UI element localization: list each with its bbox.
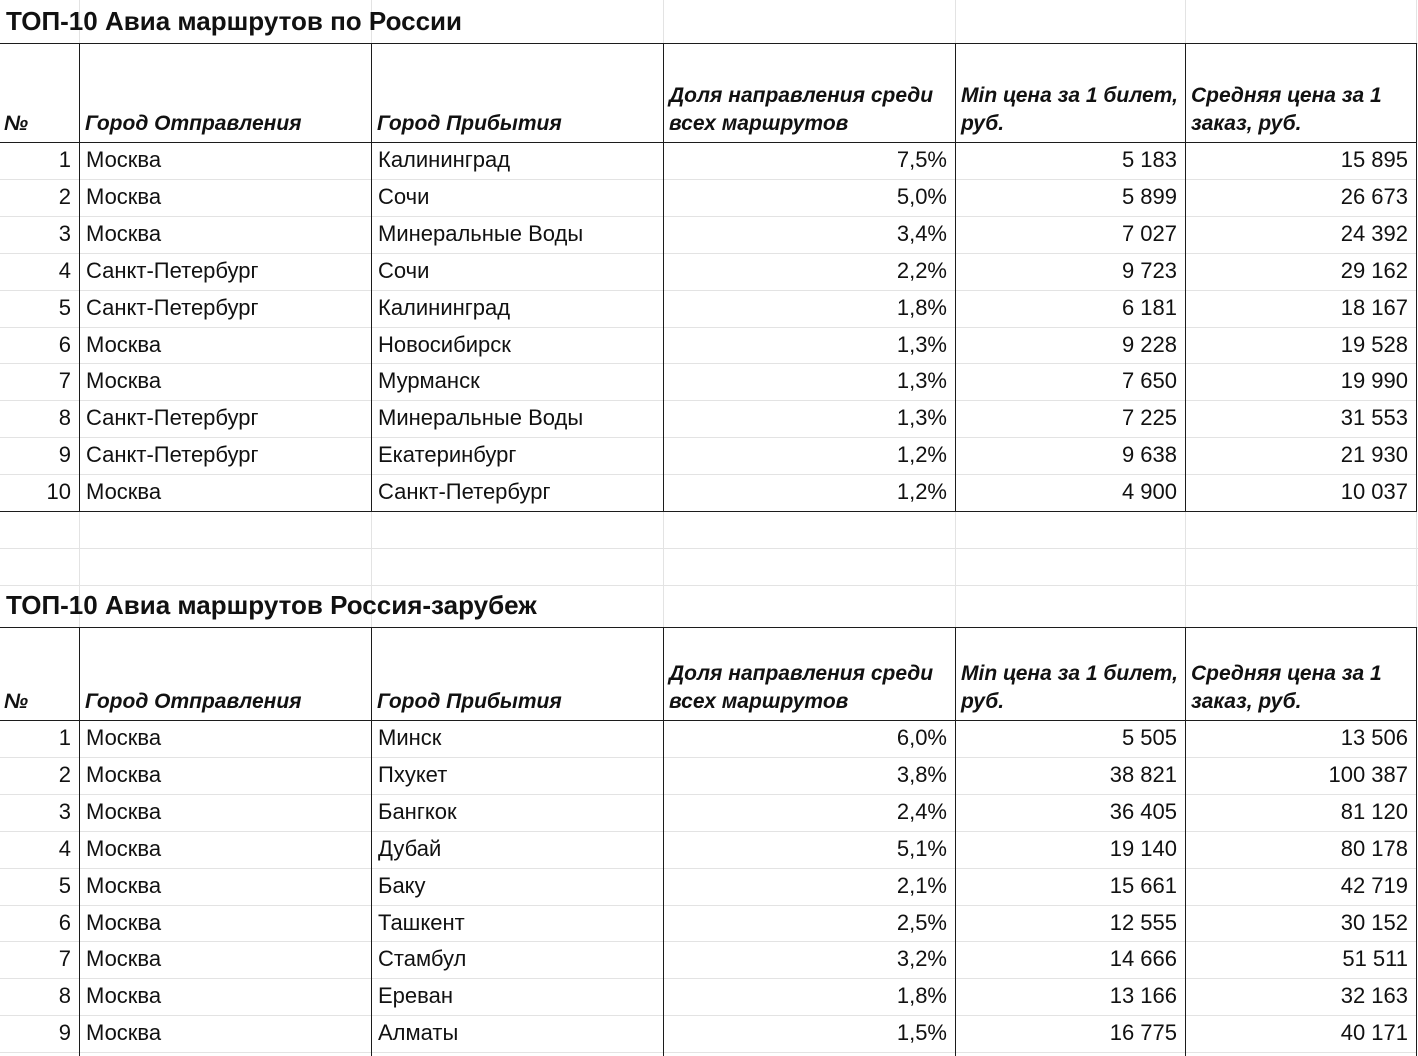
table2-avg-price: 40 171 xyxy=(1340,1021,1408,1046)
table2-min-price: 16 775 xyxy=(1109,1021,1177,1046)
table1-row-number: 9 xyxy=(58,443,71,468)
table2-arrival-city: Алматы xyxy=(378,1021,459,1046)
table2-row-number: 6 xyxy=(58,910,71,935)
table1-min-price: 5 183 xyxy=(1121,148,1177,172)
table1-row-number: 6 xyxy=(58,332,71,357)
table1-row-number: 10 xyxy=(46,480,71,505)
table2-row-number: 5 xyxy=(58,873,71,898)
table1-header-route-share xyxy=(663,43,955,142)
table1-departure-city: Москва xyxy=(86,184,162,209)
table2-arrival-city: Ташкент xyxy=(378,910,465,935)
table2-departure-city: Москва xyxy=(86,947,162,972)
grid-line-v xyxy=(1416,548,1417,585)
table2-row-number: 7 xyxy=(58,947,71,972)
table2-route-share: 2,1% xyxy=(896,873,947,898)
grid-line-v xyxy=(663,548,664,585)
table1-column-border xyxy=(371,43,372,511)
grid-line-v xyxy=(955,511,956,548)
table2-column-border xyxy=(371,627,372,1056)
grid-line-h xyxy=(0,548,1418,549)
table1-route-share: 1,3% xyxy=(896,369,947,394)
table2-column-border xyxy=(1185,627,1186,1056)
table2-avg-price: 13 506 xyxy=(1340,726,1408,750)
grid-line-v xyxy=(1416,585,1417,627)
table2-arrival-city: Бангкок xyxy=(378,799,457,824)
table2-row-number: 1 xyxy=(58,726,71,750)
table2-header-number xyxy=(0,627,79,720)
table2-row-number: 2 xyxy=(58,762,71,787)
table2-row-divider xyxy=(0,794,1416,795)
table2-header-route-share xyxy=(663,627,955,720)
table1-departure-city: Москва xyxy=(86,369,162,394)
grid-line-v xyxy=(1185,511,1186,548)
table1-departure-city: Москва xyxy=(86,332,162,357)
table1-arrival-city: Сочи xyxy=(378,258,430,283)
table1-min-price: 9 723 xyxy=(1121,258,1177,283)
table1-arrival-city: Калининград xyxy=(378,148,511,172)
table2-header-avg-price xyxy=(1185,627,1416,720)
table1-route-share: 1,3% xyxy=(896,332,947,357)
table2-top-border xyxy=(0,627,1417,628)
table1-row-divider xyxy=(0,179,1416,180)
table1-header-min-price-label: Min цена за 1 билет, руб. xyxy=(961,84,1178,135)
table1-avg-price: 19 990 xyxy=(1340,369,1408,394)
table1-arrival-city: Новосибирск xyxy=(378,332,511,357)
table1-row-divider xyxy=(0,474,1416,475)
table1-arrival-city: Санкт-Петербург xyxy=(378,480,551,505)
table2-departure-city: Москва xyxy=(86,726,162,750)
grid-line-v xyxy=(1416,0,1417,43)
table1-avg-price: 10 037 xyxy=(1340,480,1408,505)
table1-header-avg-price xyxy=(1185,43,1416,142)
table2-arrival-city: Ереван xyxy=(378,984,453,1009)
table1-header-number-label: № xyxy=(4,112,29,135)
table1-row-divider xyxy=(0,216,1416,217)
table2-arrival-city: Минск xyxy=(378,726,442,750)
table2-avg-price: 100 387 xyxy=(1328,762,1408,787)
table2-departure-city: Москва xyxy=(86,799,162,824)
table1-avg-price: 15 895 xyxy=(1340,148,1408,172)
table1-route-share: 3,4% xyxy=(896,221,947,246)
table1-row-divider xyxy=(0,437,1416,438)
table2-header-min-price xyxy=(955,627,1185,720)
table1-route-share: 1,2% xyxy=(896,480,947,505)
table2-min-price: 13 166 xyxy=(1109,984,1177,1009)
table2-row-divider xyxy=(0,941,1416,942)
table2-avg-price: 32 163 xyxy=(1340,984,1408,1009)
table1-departure-city: Москва xyxy=(86,148,162,172)
table1-row-divider xyxy=(0,327,1416,328)
table1-arrival-city: Екатеринбург xyxy=(378,443,517,468)
table2-header-avg-price-label: Средняя цена за 1 заказ, руб. xyxy=(1191,662,1382,713)
table2-header-route-share-label: Доля направления среди всех маршрутов xyxy=(669,662,934,713)
table1-avg-price: 26 673 xyxy=(1340,184,1408,209)
grid-line-v xyxy=(955,548,956,585)
table2-avg-price: 42 719 xyxy=(1340,873,1408,898)
table2-row-divider xyxy=(0,757,1416,758)
table2-route-share: 5,1% xyxy=(896,836,947,861)
table2-avg-price: 81 120 xyxy=(1340,799,1408,824)
table2-column-border xyxy=(663,627,664,1056)
table2-avg-price: 30 152 xyxy=(1340,910,1408,935)
table2-header-arrival-city-label: Город Прибытия xyxy=(377,690,562,713)
table2-min-price: 19 140 xyxy=(1109,836,1177,861)
table1-arrival-city: Калининград xyxy=(378,295,511,320)
table1-header-number xyxy=(0,43,79,142)
table1-min-price: 7 225 xyxy=(1121,406,1177,431)
table2-min-price: 15 661 xyxy=(1109,873,1177,898)
table2-avg-price: 80 178 xyxy=(1340,836,1408,861)
table1-min-price: 7 027 xyxy=(1121,221,1177,246)
table1-header-min-price xyxy=(955,43,1185,142)
grid-line-v xyxy=(955,0,956,43)
table2-departure-city: Москва xyxy=(86,984,162,1009)
table1-departure-city: Санкт-Петербург xyxy=(86,443,259,468)
table2-departure-city: Москва xyxy=(86,1021,162,1046)
grid-line-v xyxy=(79,511,80,548)
table2-arrival-city: Пхукет xyxy=(378,762,448,787)
table1-row-number: 8 xyxy=(58,406,71,431)
table2-row-number: 9 xyxy=(58,1021,71,1046)
table1-header-departure-city-label: Город Отправления xyxy=(85,112,302,135)
table2-row-divider xyxy=(0,978,1416,979)
grid-line-h xyxy=(0,585,1418,586)
table2-departure-city: Москва xyxy=(86,762,162,787)
table1-row-divider xyxy=(0,400,1416,401)
grid-line-v xyxy=(1185,548,1186,585)
table1-min-price: 9 228 xyxy=(1121,332,1177,357)
table2-row-divider xyxy=(0,1052,1416,1053)
grid-line-v xyxy=(79,548,80,585)
table2-row-divider xyxy=(0,905,1416,906)
table2-column-border xyxy=(955,627,956,1056)
table2-row-divider xyxy=(0,831,1416,832)
table1-header-departure-city xyxy=(79,43,371,142)
table1-column-border xyxy=(1185,43,1186,511)
table2-header-departure-city xyxy=(79,627,371,720)
table1-departure-city: Москва xyxy=(86,221,162,246)
table1-departure-city: Москва xyxy=(86,480,162,505)
table2-row-number: 3 xyxy=(58,799,71,824)
table2-min-price: 12 555 xyxy=(1109,910,1177,935)
table1-route-share: 1,3% xyxy=(896,406,947,431)
table1-row-number: 3 xyxy=(58,221,71,246)
table2-min-price: 14 666 xyxy=(1109,947,1177,972)
table1-column-border xyxy=(79,43,80,511)
table1-min-price: 5 899 xyxy=(1121,184,1177,209)
table2-departure-city: Москва xyxy=(86,873,162,898)
table1-avg-price: 18 167 xyxy=(1340,295,1408,320)
table1-avg-price: 19 528 xyxy=(1340,332,1408,357)
table2-avg-price: 51 511 xyxy=(1342,947,1408,972)
table1-min-price: 7 650 xyxy=(1121,369,1177,394)
table1-route-share: 7,5% xyxy=(896,148,947,172)
table1-arrival-city: Минеральные Воды xyxy=(378,406,584,431)
table1-arrival-city: Мурманск xyxy=(378,369,480,394)
table2-row-divider xyxy=(0,868,1416,869)
table2-row-number: 8 xyxy=(58,984,71,1009)
table2-min-price: 5 505 xyxy=(1121,726,1177,750)
table1-header-route-share-label: Доля направления среди всех маршрутов xyxy=(669,84,934,135)
table1-row-divider xyxy=(0,290,1416,291)
table2-header-number-label: № xyxy=(4,690,29,713)
table1-header-border xyxy=(0,142,1417,143)
table1-header-avg-price-label: Средняя цена за 1 заказ, руб. xyxy=(1191,84,1382,135)
grid-line-v xyxy=(1185,0,1186,43)
table1-avg-price: 24 392 xyxy=(1340,221,1408,246)
table1-row-number: 5 xyxy=(58,295,71,320)
table1-row-number: 7 xyxy=(58,369,71,394)
table2-column-border xyxy=(1416,627,1417,1056)
table1-departure-city: Санкт-Петербург xyxy=(86,258,259,283)
table1-header-arrival-city xyxy=(371,43,663,142)
table1-min-price: 4 900 xyxy=(1121,480,1177,505)
table1-avg-price: 29 162 xyxy=(1340,258,1408,283)
grid-line-v xyxy=(371,511,372,548)
table1-route-share: 5,0% xyxy=(896,184,947,209)
table1-top-border xyxy=(0,43,1417,44)
table1-bottom-border xyxy=(0,511,1417,512)
table2-arrival-city: Стамбул xyxy=(378,947,467,972)
table1-route-share: 1,8% xyxy=(896,295,947,320)
grid-line-v xyxy=(955,585,956,627)
grid-line-v xyxy=(1185,585,1186,627)
table2-route-share: 2,4% xyxy=(896,799,947,824)
table2-header-border xyxy=(0,720,1417,721)
table2-route-share: 1,5% xyxy=(896,1021,947,1046)
grid-line-v xyxy=(1416,511,1417,548)
table2-title: ТОП-10 Авиа маршрутов Россия-зарубеж xyxy=(6,590,537,620)
table2-row-number: 4 xyxy=(58,836,71,861)
table2-header-min-price-label: Min цена за 1 билет, руб. xyxy=(961,662,1178,713)
table1-departure-city: Санкт-Петербург xyxy=(86,406,259,431)
grid-line-v xyxy=(663,0,664,43)
table2-route-share: 2,5% xyxy=(896,910,947,935)
table2-departure-city: Москва xyxy=(86,836,162,861)
table1-departure-city: Санкт-Петербург xyxy=(86,295,259,320)
table1-header-arrival-city-label: Город Прибытия xyxy=(377,112,562,135)
table1-avg-price: 31 553 xyxy=(1340,406,1408,431)
table2-route-share: 6,0% xyxy=(896,726,947,750)
table1-arrival-city: Минеральные Воды xyxy=(378,221,584,246)
table1-avg-price: 21 930 xyxy=(1340,443,1408,468)
grid-line-v xyxy=(371,548,372,585)
table1-title: ТОП-10 Авиа маршрутов по России xyxy=(6,6,463,36)
table2-arrival-city: Баку xyxy=(378,873,426,898)
table2-route-share: 3,8% xyxy=(896,762,947,787)
table2-route-share: 1,8% xyxy=(896,984,947,1009)
table2-departure-city: Москва xyxy=(86,910,162,935)
table2-arrival-city: Дубай xyxy=(378,836,442,861)
table1-row-number: 2 xyxy=(58,184,71,209)
grid-line-v xyxy=(663,585,664,627)
table2-header-arrival-city xyxy=(371,627,663,720)
table2-min-price: 38 821 xyxy=(1109,762,1177,787)
table1-route-share: 1,2% xyxy=(896,443,947,468)
table1-min-price: 6 181 xyxy=(1121,295,1177,320)
table1-route-share: 2,2% xyxy=(896,258,947,283)
table2-route-share: 3,2% xyxy=(896,947,947,972)
table1-min-price: 9 638 xyxy=(1121,443,1177,468)
table1-column-border xyxy=(663,43,664,511)
table2-min-price: 36 405 xyxy=(1109,799,1177,824)
table2-column-border xyxy=(79,627,80,1056)
table1-arrival-city: Сочи xyxy=(378,184,430,209)
table1-row-divider xyxy=(0,253,1416,254)
table1-row-divider xyxy=(0,363,1416,364)
table2-header-departure-city-label: Город Отправления xyxy=(85,690,302,713)
table1-column-border xyxy=(955,43,956,511)
grid-line-v xyxy=(663,511,664,548)
table1-column-border xyxy=(1416,43,1417,511)
table2-row-divider xyxy=(0,1015,1416,1016)
table1-row-number: 1 xyxy=(58,148,71,172)
table1-row-number: 4 xyxy=(58,258,71,283)
